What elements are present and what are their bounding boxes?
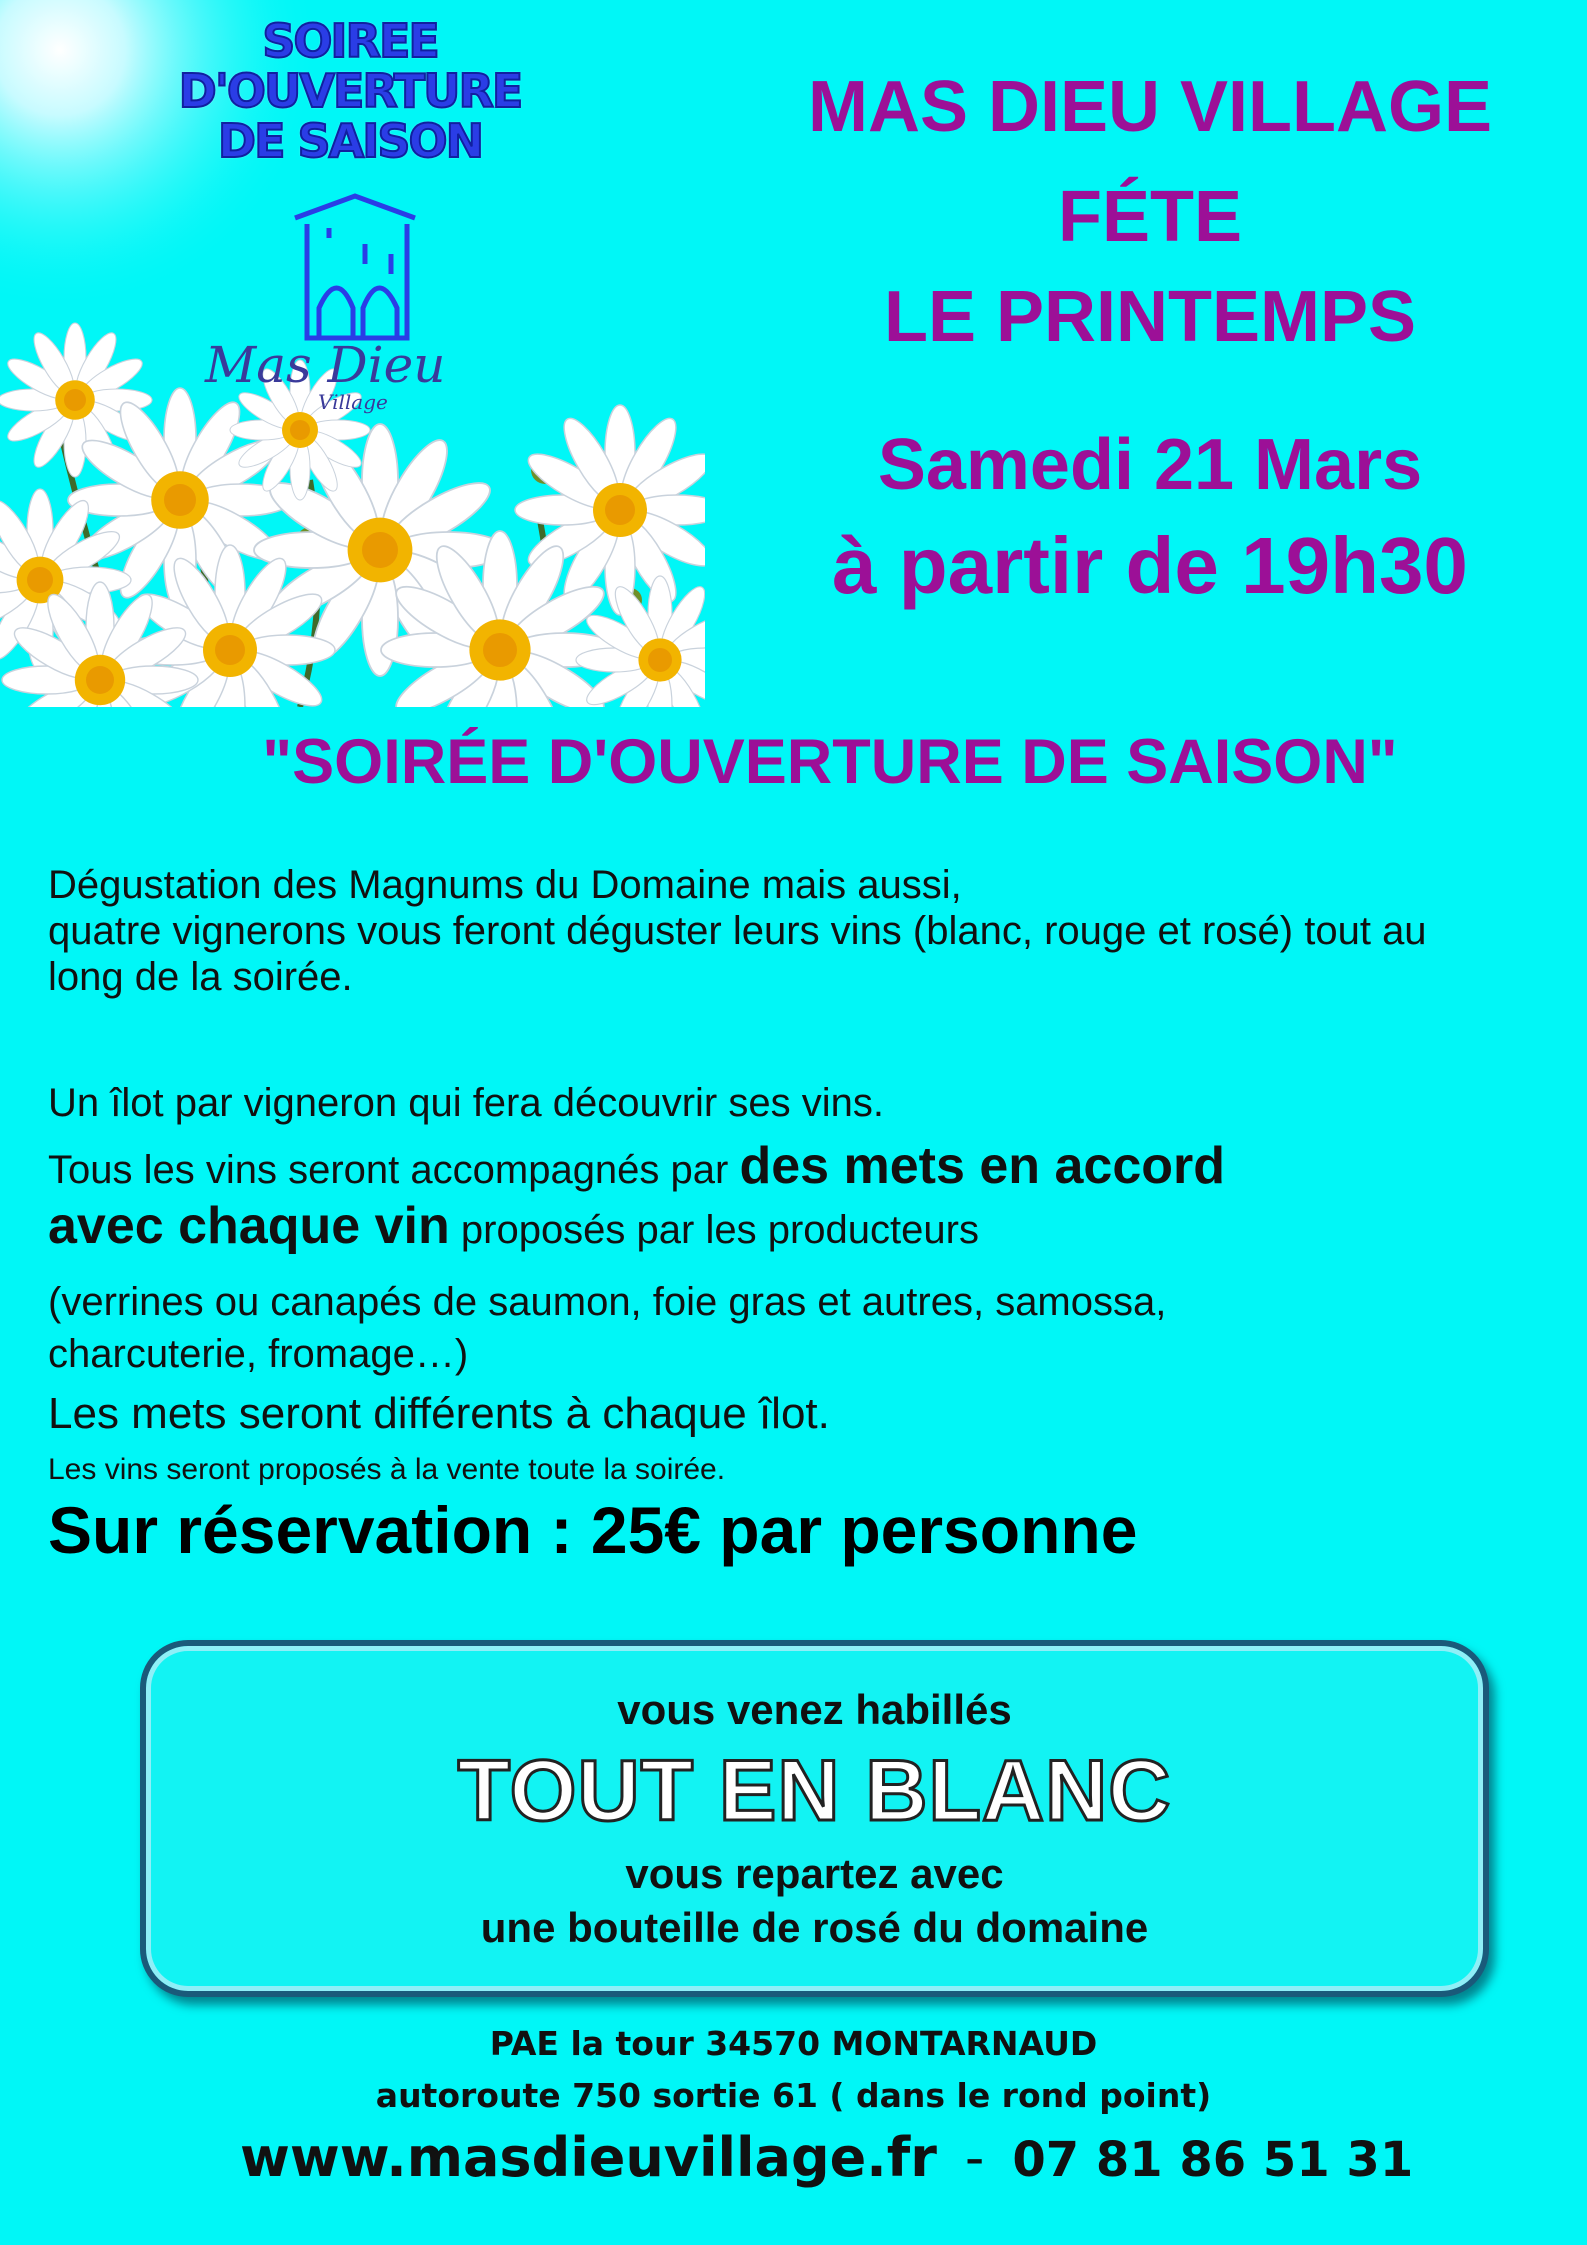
season-title: "SOIRÉE D'OUVERTURE DE SAISON" (262, 727, 1398, 797)
menu-line: (verrines ou canapés de saumon, foie gras et autres, samossa, (48, 1280, 1167, 1324)
event-time: à partir de 19h30 (832, 521, 1468, 610)
logo-title-line: DE SAISON (217, 114, 483, 168)
dress-code-title: TOUT EN BLANC (457, 1743, 1172, 1839)
dress-code-box (140, 1640, 1489, 1997)
gift-detail: une bouteille de rosé du domaine (480, 1904, 1149, 1951)
gift-line: vous repartez avec (625, 1850, 1004, 1897)
islet-paragraph: Un îlot par vigneron qui fera découvrir ses vins. (48, 1081, 884, 1125)
website-link[interactable]: www.masdieuvillage.fr (240, 2126, 937, 2189)
headline-fete: FÉTE (1057, 177, 1242, 257)
sale-note: Les vins seront proposés à la vente toute la soirée. (48, 1453, 726, 1486)
dishes-paragraph: Les mets seront différents à chaque îlot. (48, 1389, 830, 1438)
pairing-bold-1: des mets en accord (739, 1137, 1226, 1195)
intro-paragraph (48, 862, 1548, 1000)
pairing-bold-2: avec chaque vin (48, 1197, 450, 1255)
contact-line (240, 2126, 1413, 2189)
intro-line: Dégustation des Magnums du Domaine mais aussi, (48, 863, 962, 907)
address-line: PAE la tour 34570 MONTARNAUD (489, 2024, 1098, 2063)
phone-number[interactable]: 07 81 86 51 31 (1012, 2132, 1414, 2188)
logo-name: Mas Dieu (205, 336, 446, 394)
pairing-paragraph (48, 1138, 1548, 1258)
event-date: Samedi 21 Mars (877, 425, 1423, 505)
logo-subname: Village (318, 390, 388, 414)
logo-title-line: D'OUVERTURE (178, 64, 522, 118)
menu-line: charcuterie, fromage…) (48, 1332, 469, 1376)
pairing-prefix: Tous les vins seront accompagnés par (48, 1148, 740, 1192)
intro-line: long de la soirée. (48, 955, 353, 999)
dress-code-intro: vous venez habillés (617, 1686, 1012, 1733)
menu-paragraph (48, 1276, 1548, 1380)
directions-line: autoroute 750 sortie 61 ( dans le rond point) (375, 2076, 1212, 2115)
headline-printemps: LE PRINTEMPS (883, 277, 1417, 357)
logo-title (150, 16, 550, 166)
contact-separator: - (964, 2126, 985, 2189)
logo-title-line: SOIREE (262, 14, 438, 68)
tower-icon (285, 188, 425, 348)
intro-line: quatre vignerons vous feront déguster leurs vins (blanc, rouge et rosé) tout au (48, 909, 1427, 953)
headline-venue: MAS DIEU VILLAGE (807, 67, 1493, 147)
price-line: Sur réservation : 25€ par personne (48, 1493, 1138, 1567)
pairing-suffix: proposés par les producteurs (449, 1208, 979, 1252)
